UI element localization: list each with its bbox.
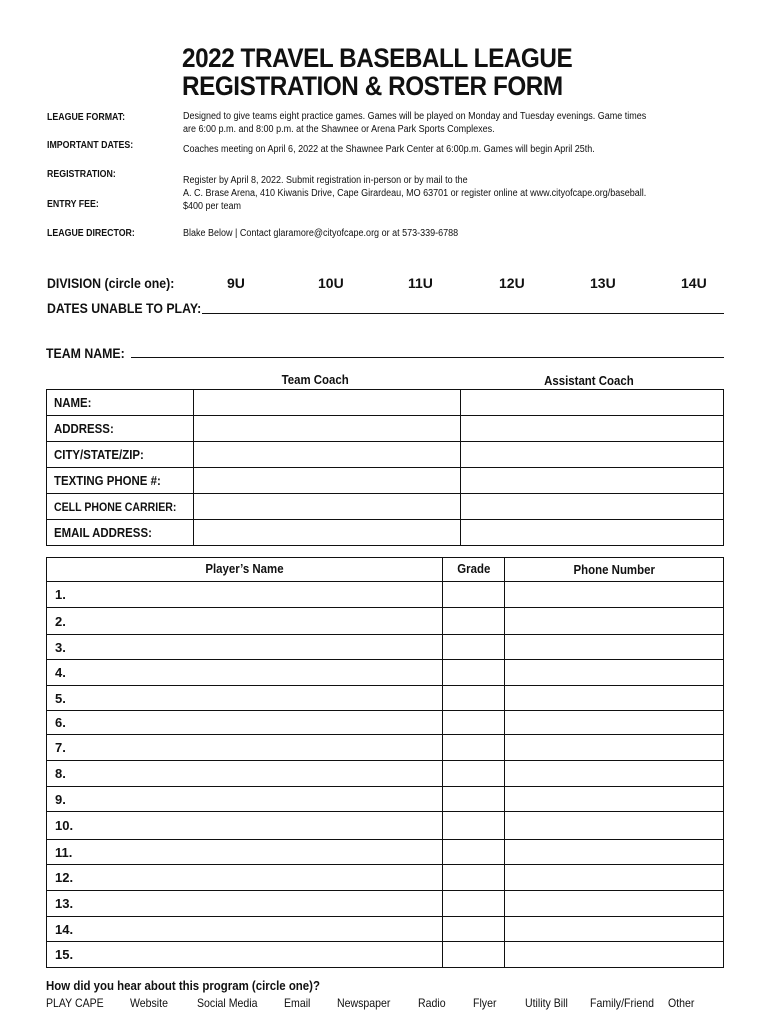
phone-number-field[interactable] [505, 917, 724, 942]
coach-row-label: EMAIL ADDRESS: [47, 520, 194, 546]
table-row [47, 942, 724, 968]
assistant-coach-carrier-field[interactable] [461, 494, 724, 520]
table-row [47, 686, 724, 711]
league-format-line1: Designed to give teams eight practice games. Games will be played on Monday and Tuesday evenings. Game times [183, 111, 647, 122]
phone-number-field[interactable] [505, 686, 724, 711]
referral-option-utility-bill[interactable]: Utility Bill [525, 996, 568, 1010]
registration-line1: Register by April 8, 2022. Submit registration in-person or by mail to the [183, 175, 468, 186]
coach-row-label: CELL PHONE CARRIER: [47, 494, 194, 520]
coach-row-name [47, 390, 724, 416]
grade-field[interactable] [443, 787, 505, 812]
assistant-coach-email-field[interactable] [461, 520, 724, 546]
team-name-field[interactable] [131, 357, 724, 358]
phone-number-header: Phone Number [505, 558, 724, 582]
grade-field[interactable] [443, 660, 505, 686]
assistant-coach-address-field[interactable] [461, 416, 724, 442]
team-coach-name-field[interactable] [194, 390, 461, 416]
division-option-9u[interactable]: 9U [227, 275, 245, 291]
player-name-field[interactable] [47, 942, 443, 968]
grade-field[interactable] [443, 711, 505, 735]
roster-row-number: 8. [55, 766, 66, 781]
grade-field[interactable] [443, 735, 505, 761]
league-format-text [183, 110, 646, 136]
player-name-field[interactable] [47, 840, 443, 865]
roster-row-number: 4. [55, 665, 66, 680]
table-row [47, 660, 724, 686]
team-coach-address-field[interactable] [194, 416, 461, 442]
roster-header-row [47, 558, 724, 582]
grade-field[interactable] [443, 635, 505, 660]
important-dates-label: IMPORTANT DATES: [47, 140, 134, 151]
assistant-coach-name-field[interactable] [461, 390, 724, 416]
player-name-field[interactable] [47, 787, 443, 812]
dates-unable-label: DATES UNABLE TO PLAY: [47, 300, 202, 316]
referral-option-website[interactable]: Website [130, 996, 168, 1010]
player-name-header: Player’s Name [47, 558, 443, 582]
referral-option-other[interactable]: Other [668, 996, 695, 1010]
referral-option-radio[interactable]: Radio [418, 996, 446, 1010]
coach-table [46, 389, 724, 546]
roster-row-number: 3. [55, 639, 66, 655]
table-row [47, 582, 724, 608]
grade-field[interactable] [443, 840, 505, 865]
roster-row-number: 2. [55, 613, 66, 629]
phone-number-field[interactable] [505, 865, 724, 891]
player-name-field[interactable] [47, 761, 443, 787]
assistant-coach-city-field[interactable] [461, 442, 724, 468]
player-name-field[interactable] [47, 917, 443, 942]
roster-row-number: 5. [55, 690, 66, 706]
phone-number-field[interactable] [505, 761, 724, 787]
phone-number-field[interactable] [505, 635, 724, 660]
team-name-label: TEAM NAME: [46, 345, 125, 361]
player-name-field[interactable] [47, 711, 443, 735]
referral-option-family-friend[interactable]: Family/Friend [590, 996, 654, 1010]
coach-row-label: ADDRESS: [47, 416, 194, 442]
roster-row-number: 12. [55, 870, 74, 885]
player-name-field[interactable] [47, 660, 443, 686]
entry-fee-text: $400 per team [183, 201, 242, 212]
player-name-field[interactable] [47, 865, 443, 891]
roster-row-number: 11. [55, 844, 73, 860]
player-name-field[interactable] [47, 686, 443, 711]
division-option-13u[interactable]: 13U [590, 275, 616, 291]
coach-row-email [47, 520, 724, 546]
phone-number-field[interactable] [505, 840, 724, 865]
table-row [47, 608, 724, 635]
table-row [47, 761, 724, 787]
phone-number-field[interactable] [505, 582, 724, 608]
registration-text [183, 174, 646, 213]
coach-row-carrier [47, 494, 724, 520]
grade-field[interactable] [443, 865, 505, 891]
phone-number-field[interactable] [505, 660, 724, 686]
team-coach-city-field[interactable] [194, 442, 461, 468]
coach-row-city [47, 442, 724, 468]
player-name-field[interactable] [47, 812, 443, 840]
phone-number-field[interactable] [505, 812, 724, 840]
roster-row-number: 1. [55, 587, 66, 602]
league-format-label: LEAGUE FORMAT: [47, 112, 126, 123]
roster-row-number: 14. [55, 921, 74, 937]
table-row [47, 812, 724, 840]
division-option-11u[interactable]: 11U [408, 275, 433, 291]
grade-field[interactable] [443, 761, 505, 787]
form-title-line2: REGISTRATION & ROSTER FORM [182, 71, 563, 101]
registration-label: REGISTRATION: [47, 169, 116, 180]
team-coach-header: Team Coach [281, 372, 349, 387]
table-row [47, 891, 724, 917]
referral-option-play-cape[interactable]: PLAY CAPE [46, 996, 104, 1010]
entry-fee-label: ENTRY FEE: [47, 199, 99, 210]
table-row [47, 787, 724, 812]
table-row [47, 735, 724, 761]
coach-row-label: NAME: [47, 390, 194, 416]
grade-header: Grade [443, 558, 505, 582]
coach-row-address [47, 416, 724, 442]
roster-table [46, 557, 724, 968]
player-name-field[interactable] [47, 635, 443, 660]
grade-field[interactable] [443, 812, 505, 840]
roster-row-number: 7. [55, 740, 66, 755]
league-director-label: LEAGUE DIRECTOR: [47, 228, 135, 239]
assistant-coach-header: Assistant Coach [544, 373, 634, 388]
referral-option-newspaper[interactable]: Newspaper [337, 996, 391, 1010]
team-coach-phone-field[interactable] [194, 468, 461, 494]
division-option-14u[interactable]: 14U [681, 275, 707, 291]
dates-unable-field[interactable] [202, 313, 724, 314]
phone-number-field[interactable] [505, 608, 724, 635]
division-label: DIVISION (circle one): [47, 275, 175, 291]
referral-option-social-media[interactable]: Social Media [197, 996, 258, 1010]
division-option-12u[interactable]: 12U [499, 275, 525, 291]
roster-row-number: 6. [55, 715, 66, 730]
referral-option-flyer[interactable]: Flyer [473, 996, 497, 1010]
assistant-coach-phone-field[interactable] [461, 468, 724, 494]
table-row [47, 840, 724, 865]
roster-row-number: 15. [55, 947, 74, 962]
league-format-line2: are 6:00 p.m. and 8:00 p.m. at the Shawnee or Arena Park Sports Complexes. [183, 124, 495, 135]
grade-field[interactable] [443, 686, 505, 711]
team-coach-carrier-field[interactable] [194, 494, 461, 520]
registration-line2: A. C. Brase Arena, 410 Kiwanis Drive, Cape Girardeau, MO 63701 or register online at www.cityofcape.org/baseball. [183, 188, 647, 199]
table-row [47, 917, 724, 942]
phone-number-field[interactable] [505, 891, 724, 917]
roster-row-number: 9. [55, 791, 66, 807]
grade-field[interactable] [443, 942, 505, 968]
table-row [47, 711, 724, 735]
referral-question: How did you hear about this program (circle one)? [46, 978, 320, 993]
player-name-field[interactable] [47, 891, 443, 917]
phone-number-field[interactable] [505, 735, 724, 761]
grade-field[interactable] [443, 608, 505, 635]
table-row [47, 865, 724, 891]
division-option-10u[interactable]: 10U [318, 275, 344, 291]
player-name-field[interactable] [47, 582, 443, 608]
phone-number-field[interactable] [505, 942, 724, 968]
grade-field[interactable] [443, 917, 505, 942]
important-dates-text: Coaches meeting on April 6, 2022 at the Shawnee Park Center at 6:00p.m. Games will begin April 25th. [183, 144, 595, 155]
coach-row-texting-phone [47, 468, 724, 494]
roster-row-number: 13. [55, 896, 74, 911]
grade-field[interactable] [443, 582, 505, 608]
league-director-text: Blake Below | Contact glaramore@cityofcape.org or at 573-339-6788 [183, 228, 459, 239]
phone-number-field[interactable] [505, 711, 724, 735]
coach-row-label: TEXTING PHONE #: [47, 468, 194, 494]
team-coach-email-field[interactable] [194, 520, 461, 546]
table-row [47, 635, 724, 660]
phone-number-field[interactable] [505, 787, 724, 812]
roster-row-number: 10. [55, 818, 74, 833]
referral-option-email[interactable]: Email [284, 996, 311, 1010]
form-title-line1: 2022 TRAVEL BASEBALL LEAGUE [182, 43, 573, 73]
grade-field[interactable] [443, 891, 505, 917]
coach-row-label: CITY/STATE/ZIP: [47, 442, 194, 468]
player-name-field[interactable] [47, 608, 443, 635]
player-name-field[interactable] [47, 735, 443, 761]
